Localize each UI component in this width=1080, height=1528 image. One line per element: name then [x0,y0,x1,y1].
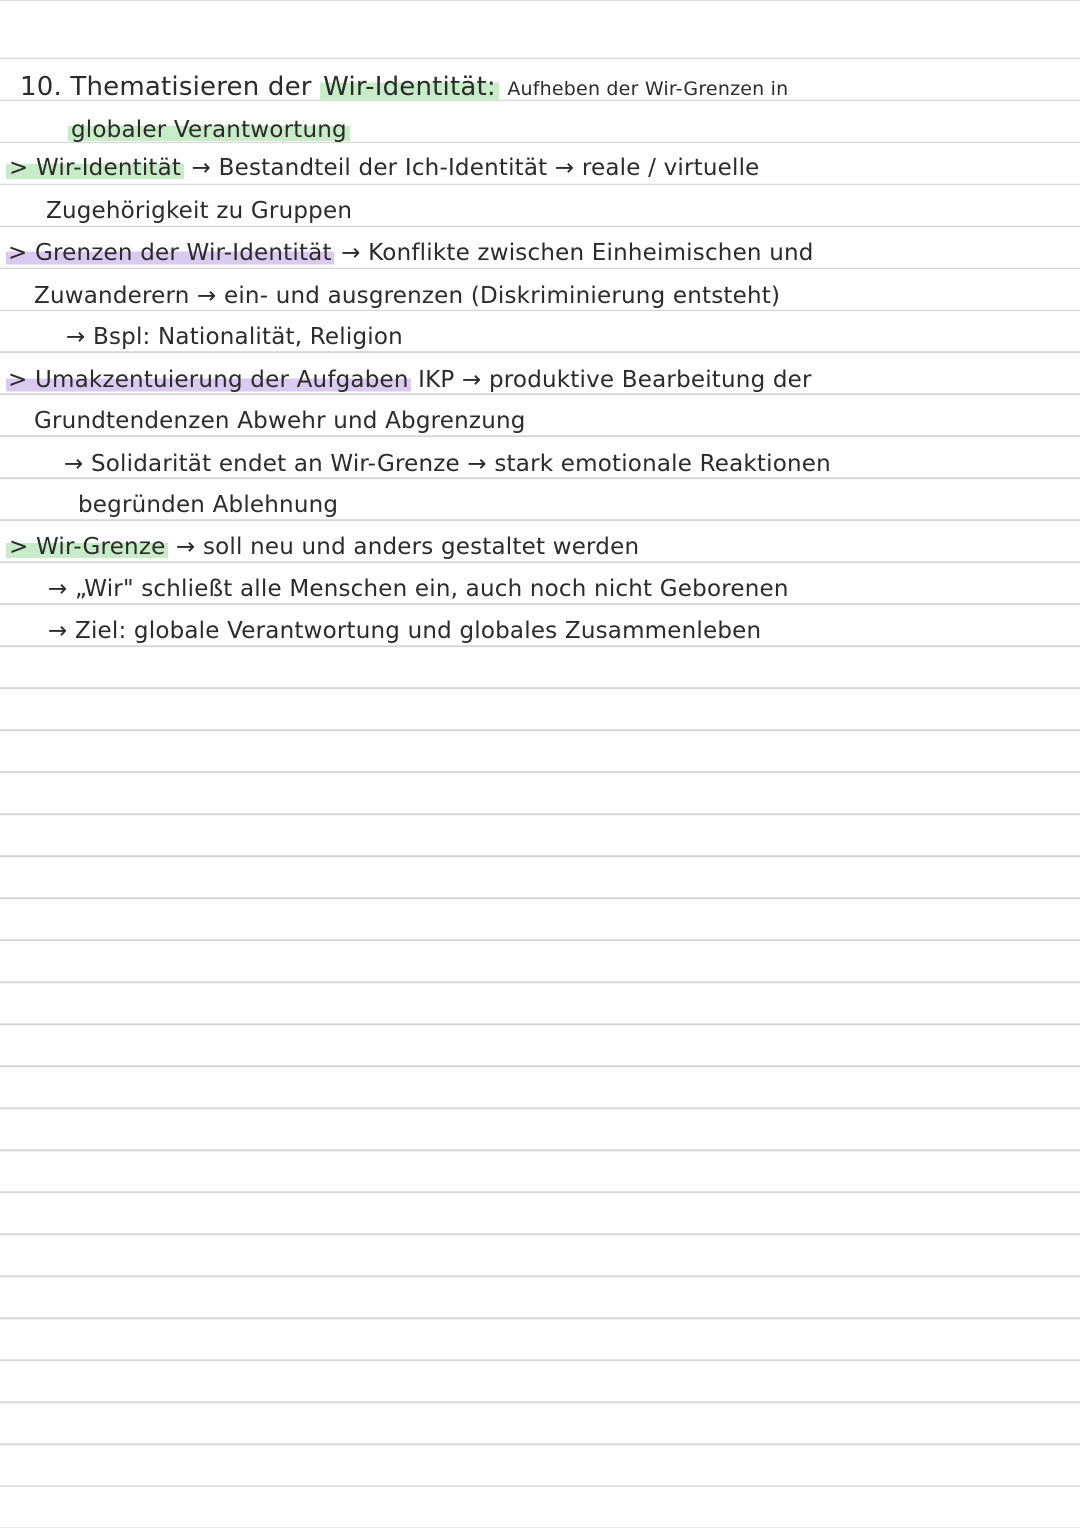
heading-continuation: globaler Verantwortung [68,117,350,143]
bullet-2 [6,238,814,268]
bullet-3-sub-1 [64,449,831,479]
bullet-3 [6,365,812,395]
bullet-1-term: > Wir-Identität [6,155,184,181]
bullet-4-sub-1 [48,574,789,604]
bullet-2-term: > Grenzen der Wir-Identität [8,240,332,266]
bullet-3-sub-2 [78,490,338,520]
bullet-2-continuation [34,281,780,311]
heading-number: 10. [20,72,62,102]
bullet-3-cont-text: Grundtendenzen Abwehr und Abgrenzung [34,408,526,434]
bullet-2-text: → Konflikte zwischen Einheimischen und [341,240,814,266]
bullet-4-sub-2 [48,616,761,646]
bullet-2-sub [66,322,403,352]
heading-highlight: Wir-Identität: [320,72,499,102]
heading-line-1 [20,72,788,104]
bullet-1-cont-text: Zugehörigkeit zu Gruppen [46,198,353,224]
heading-main: Thematisieren der [70,72,312,102]
bullet-3-sub-1-text: → Solidarität endet an Wir-Grenze → stark emotionale Reaktionen [64,451,831,477]
bullet-4-sub-2-text: → Ziel: globale Verantwortung und globales Zusammenleben [48,618,762,644]
bullet-2-cont-text: Zuwanderern → ein- und ausgrenzen (Diskriminierung entsteht) [34,283,781,309]
heading-line-2 [68,115,350,145]
bullet-3-text: IKP → produktive Bearbeitung der [418,367,812,393]
bullet-1-text: → Bestandteil der Ich-Identität → reale / virtuelle [191,155,760,181]
bullet-4 [6,532,639,562]
heading-rest: Aufheben der Wir-Grenzen in [507,78,789,100]
bullet-3-continuation [34,406,526,436]
bullet-4-text: → soll neu und anders gestaltet werden [175,534,640,560]
bullet-3-term: > Umakzentuierung der Aufgaben [8,367,409,393]
bullet-1-continuation [46,196,352,226]
bullet-1 [6,153,760,183]
bullet-4-sub-1-text: → „Wir" schließt alle Menschen ein, auch noch nicht Geborenen [48,576,789,602]
bullet-2-sub-text: → Bspl: Nationalität, Religion [66,324,403,350]
bullet-3-sub-2-text: begründen Ablehnung [78,492,339,518]
bullet-4-term: > Wir-Grenze [6,534,168,560]
